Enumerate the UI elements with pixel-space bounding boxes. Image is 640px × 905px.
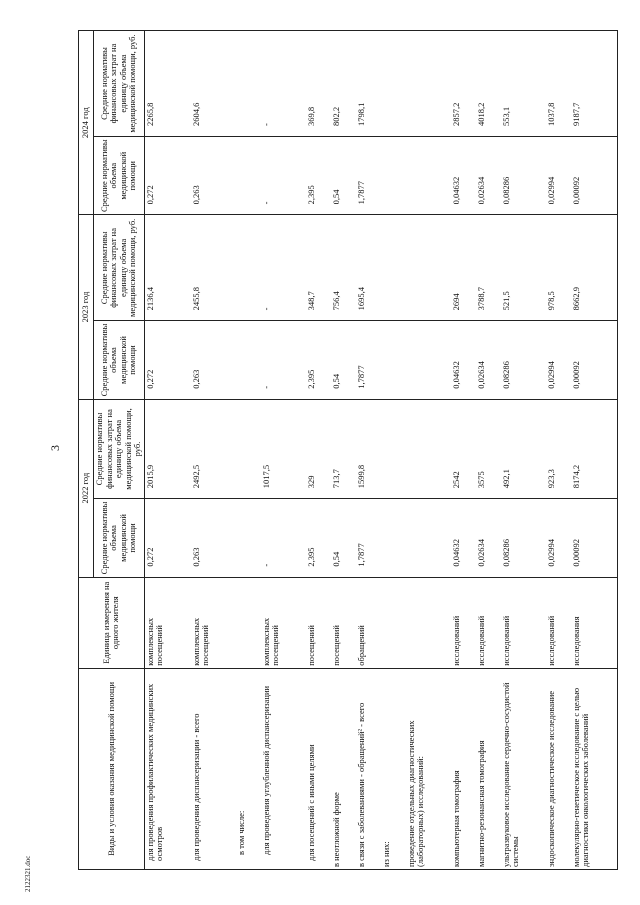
value-cell: 2857,2 [451, 31, 476, 137]
value-cell: 3788,7 [476, 215, 501, 321]
header-year-2023: 2023 год [79, 215, 94, 399]
row-label: молекулярно-генетическое исследование с целью диагностики онкологических заболеваний [571, 668, 618, 869]
value-cell: 0,272 [144, 321, 190, 399]
row-label: в неотложной форме [331, 668, 356, 869]
row-label: эндоскопическое диагностическое исследование [546, 668, 571, 869]
value-cell: 713,7 [331, 399, 356, 499]
row-label: компьютерная томография [451, 668, 476, 869]
table-row [381, 31, 406, 870]
value-cell [236, 321, 261, 399]
value-cell: 1798,1 [356, 31, 381, 137]
document-reference: 2122321.doc [24, 855, 32, 892]
value-cell: 8662,9 [571, 215, 618, 321]
value-cell [381, 321, 406, 399]
header-volume-2022: Средние нормативы объема медицинской помощи [94, 499, 145, 577]
header-kind: Виды и условия оказания медицинской помощи [79, 668, 145, 869]
value-cell: 978,5 [546, 215, 571, 321]
value-cell: - [261, 215, 306, 321]
value-cell: 0,272 [144, 137, 190, 215]
value-cell [406, 321, 451, 399]
value-cell: 1037,8 [546, 31, 571, 137]
header-unit: Единица измерения на одного жителя [79, 577, 145, 668]
value-cell [381, 137, 406, 215]
value-cell: 2694 [451, 215, 476, 321]
value-cell [381, 31, 406, 137]
header-cost-2023: Средние нормативы финансовых затрат на единицу объема медицинской помощи, руб. [94, 215, 145, 321]
value-cell: 0,54 [331, 321, 356, 399]
value-cell: 2136,4 [144, 215, 190, 321]
row-label: магнитно-резонансная томография [476, 668, 501, 869]
header-cost-2024: Средние нормативы финансовых затрат на единицу объема медицинской помощи, руб. [94, 31, 145, 137]
header-volume-2024: Средние нормативы объема медицинской помощи [94, 137, 145, 215]
table-row [261, 31, 306, 870]
value-cell: 0,02634 [476, 321, 501, 399]
row-label: для проведения углубленной диспансеризации [261, 668, 306, 869]
value-cell [381, 399, 406, 499]
value-cell [236, 499, 261, 577]
header-year-2024: 2024 год [79, 31, 94, 215]
value-cell [236, 399, 261, 499]
row-unit: исследований [476, 577, 501, 668]
row-unit: исследования [571, 577, 618, 668]
value-cell: 0,54 [331, 499, 356, 577]
table-row [546, 31, 571, 870]
value-cell: 923,3 [546, 399, 571, 499]
table-row [406, 31, 451, 870]
row-unit: комплексных посещений [144, 577, 190, 668]
row-label: из них: [381, 668, 406, 869]
value-cell: - [261, 499, 306, 577]
page-number: 3 [48, 445, 62, 451]
row-label: в связи с заболеваниями - обращений² - всего [356, 668, 381, 869]
table-row [306, 31, 331, 870]
table-row [144, 31, 190, 870]
value-cell: 0,08286 [501, 137, 546, 215]
row-unit: посещений [306, 577, 331, 668]
value-cell [406, 31, 451, 137]
row-unit [406, 577, 451, 668]
table-row [331, 31, 356, 870]
value-cell: 492,1 [501, 399, 546, 499]
value-cell: 3575 [476, 399, 501, 499]
row-label: в том числе: [236, 668, 261, 869]
value-cell: 0,263 [191, 321, 236, 399]
value-cell: 553,1 [501, 31, 546, 137]
table-row [191, 31, 236, 870]
value-cell: 1599,8 [356, 399, 381, 499]
row-unit: обращений [356, 577, 381, 668]
row-unit: исследований [546, 577, 571, 668]
table-row [451, 31, 476, 870]
row-unit: комплексных посещений [191, 577, 236, 668]
value-cell: 0,54 [331, 137, 356, 215]
value-cell: 2015,9 [144, 399, 190, 499]
value-cell: 0,02994 [546, 137, 571, 215]
value-cell: 2455,8 [191, 215, 236, 321]
value-cell: 0,263 [191, 499, 236, 577]
value-cell: 348,7 [306, 215, 331, 321]
value-cell: - [261, 137, 306, 215]
value-cell: 0,02634 [476, 137, 501, 215]
table-row [501, 31, 546, 870]
value-cell: 802,2 [331, 31, 356, 137]
value-cell: 0,04632 [451, 321, 476, 399]
header-cost-2022: Средние нормативы финансовых затрат на единицу объема медицинской помощи, руб. [94, 399, 145, 499]
row-unit: исследований [451, 577, 476, 668]
value-cell [381, 215, 406, 321]
value-cell: 0,02994 [546, 499, 571, 577]
value-cell: 0,02994 [546, 321, 571, 399]
value-cell: 756,4 [331, 215, 356, 321]
row-label: проведение отдельных диагностических (лабораторных) исследований: [406, 668, 451, 869]
value-cell [406, 499, 451, 577]
row-label: для проведения диспансеризации - всего [191, 668, 236, 869]
value-cell: 0,263 [191, 137, 236, 215]
value-cell [406, 399, 451, 499]
value-cell: 1,7877 [356, 499, 381, 577]
value-cell: 1,7877 [356, 321, 381, 399]
value-cell: 9187,7 [571, 31, 618, 137]
row-unit: комплексных посещений [261, 577, 306, 668]
value-cell: 0,00092 [571, 321, 618, 399]
value-cell: 0,00092 [571, 499, 618, 577]
row-unit: исследований [501, 577, 546, 668]
value-cell: 369,8 [306, 31, 331, 137]
value-cell: 0,02634 [476, 499, 501, 577]
value-cell: 8174,2 [571, 399, 618, 499]
value-cell: 2265,8 [144, 31, 190, 137]
table-row [356, 31, 381, 870]
value-cell: 1017,5 [261, 399, 306, 499]
row-label: ультразвуковое исследование сердечно-сосудистой системы [501, 668, 546, 869]
value-cell: - [261, 321, 306, 399]
value-cell [406, 215, 451, 321]
value-cell: 4018,2 [476, 31, 501, 137]
value-cell: 2492,5 [191, 399, 236, 499]
value-cell: 329 [306, 399, 331, 499]
row-unit [381, 577, 406, 668]
value-cell [236, 215, 261, 321]
value-cell [406, 137, 451, 215]
header-volume-2023: Средние нормативы объема медицинской помощи [94, 321, 145, 399]
value-cell [381, 499, 406, 577]
value-cell: 2,395 [306, 137, 331, 215]
row-label: для проведения профилактических медицинских осмотров [144, 668, 190, 869]
value-cell: 521,5 [501, 215, 546, 321]
medical-care-norms-table [78, 30, 618, 870]
row-unit [236, 577, 261, 668]
value-cell: 0,08286 [501, 499, 546, 577]
row-unit: посещений [331, 577, 356, 668]
row-label: для посещений с иными целями [306, 668, 331, 869]
value-cell: 0,08286 [501, 321, 546, 399]
table-row [236, 31, 261, 870]
value-cell: 2,395 [306, 499, 331, 577]
value-cell [236, 31, 261, 137]
value-cell: 0,04632 [451, 499, 476, 577]
value-cell [236, 137, 261, 215]
table-body [144, 31, 617, 870]
value-cell: 1695,4 [356, 215, 381, 321]
value-cell: 2,395 [306, 321, 331, 399]
value-cell: - [261, 31, 306, 137]
table-row [476, 31, 501, 870]
value-cell: 0,04632 [451, 137, 476, 215]
value-cell: 2542 [451, 399, 476, 499]
header-year-2022: 2022 год [79, 399, 94, 577]
value-cell: 0,272 [144, 499, 190, 577]
value-cell: 0,00092 [571, 137, 618, 215]
table-row [571, 31, 618, 870]
value-cell: 2604,6 [191, 31, 236, 137]
value-cell: 1,7877 [356, 137, 381, 215]
norms-table-container [78, 30, 618, 870]
